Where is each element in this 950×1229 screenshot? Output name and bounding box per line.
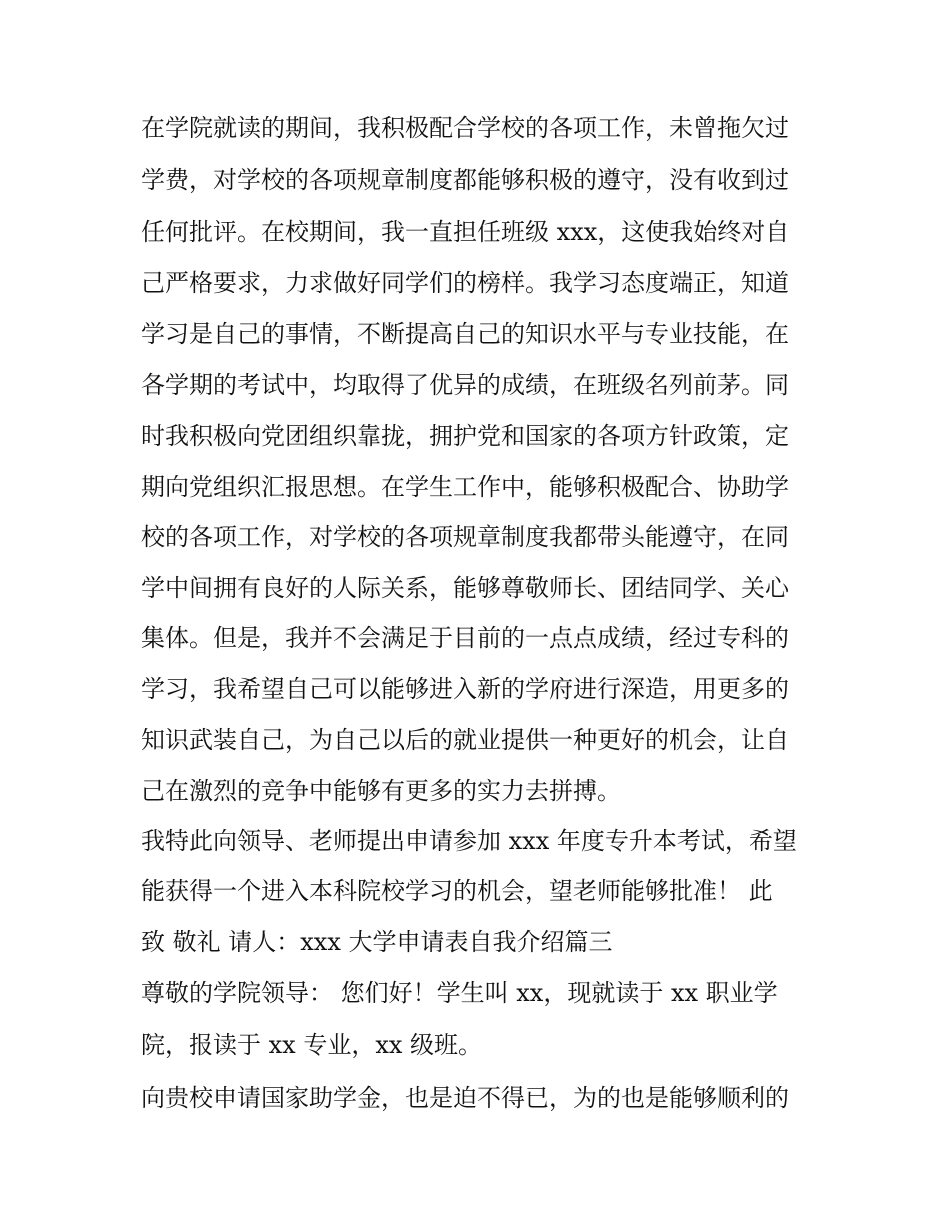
- text-line: 尊敬的学院领导： 您们好！学生叫 xx，现就读于 xx 职业学: [141, 979, 778, 1007]
- text-line: 任何批评。在校期间，我一直担任班级 xxx，这使我始终对自: [141, 218, 790, 246]
- text-line: 时我积极向党团组织靠拢，拥护党和国家的各项方针政策，定: [141, 422, 789, 450]
- text-line: 己在激烈的竞争中能够有更多的实力去拼搏。: [141, 777, 621, 805]
- text-line: 学中间拥有良好的人际关系，能够尊敬师长、团结同学、关心: [141, 574, 789, 602]
- text-line: 在学院就读的期间，我积极配合学校的各项工作，未曾拖欠过: [141, 114, 789, 142]
- text-line: 期向党组织汇报思想。在学生工作中，能够积极配合、协助学: [141, 473, 789, 501]
- text-line: 集体。但是，我并不会满足于目前的一点点成绩，经过专科的: [141, 624, 789, 652]
- text-line: 各学期的考试中，均取得了优异的成绩，在班级名列前茅。同: [141, 371, 789, 399]
- text-line: 校的各项工作，对学校的各项规章制度我都带头能遵守，在同: [141, 523, 789, 551]
- text-line: 己严格要求，力求做好同学们的榜样。我学习态度端正，知道: [141, 269, 789, 297]
- text-line: 致 敬礼 请人：xxx 大学申请表自我介绍篇三: [141, 928, 613, 956]
- text-line: 学习是自己的事情，不断提高自己的知识水平与专业技能，在: [141, 320, 789, 348]
- text-line: 向贵校申请国家助学金，也是迫不得已，为的也是能够顺利的: [141, 1084, 789, 1112]
- text-line: 能获得一个进入本科院校学习的机会，望老师能够批准！ 此: [141, 877, 773, 905]
- text-line: 学费，对学校的各项规章制度都能够积极的遵守，没有收到过: [141, 166, 789, 194]
- text-line: 学习，我希望自己可以能够进入新的学府进行深造，用更多的: [141, 675, 789, 703]
- text-line: 院，报读于 xx 专业，xx 级班。: [141, 1031, 483, 1059]
- text-line: 我特此向领导、老师提出申请参加 xxx 年度专升本考试，希望: [141, 827, 797, 855]
- text-line: 知识武装自己，为自己以后的就业提供一种更好的机会，让自: [141, 726, 789, 754]
